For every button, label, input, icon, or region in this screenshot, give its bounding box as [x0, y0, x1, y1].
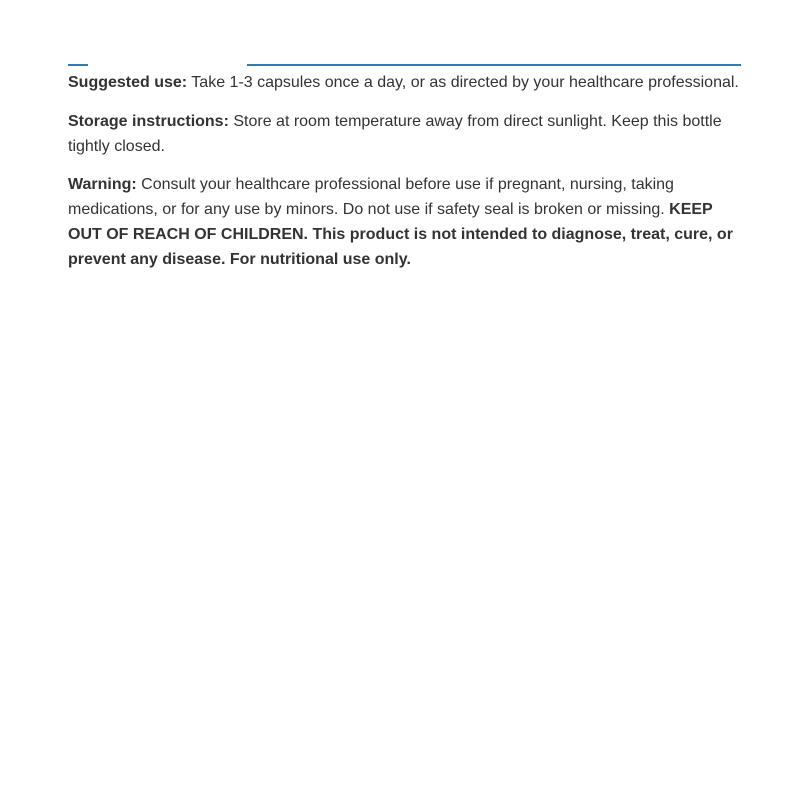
- border-segment-right: [247, 64, 741, 66]
- storage-instructions-paragraph: [68, 110, 740, 160]
- storage-instructions-label: Storage instructions:: [68, 112, 229, 130]
- table-bottom-border: [68, 64, 740, 66]
- warning-label: Warning:: [68, 176, 137, 194]
- warning-emphasis-text: KEEP OUT OF REACH OF CHILDREN. This product is not intended to diagnose, treat, cure, or prevent any disease. For nutritional use only.: [68, 201, 733, 268]
- product-usage-section: [68, 64, 740, 286]
- storage-instructions-text: Store at room temperature away from direct sunlight. Keep this bottle tightly closed.: [68, 112, 722, 155]
- warning-paragraph: [68, 173, 740, 272]
- suggested-use-paragraph: [68, 71, 740, 96]
- warning-text: Consult your healthcare professional before use if pregnant, nursing, taking medications, or for any use by minors. Do not use if safety seal is broken or missing.: [68, 176, 674, 218]
- border-segment-left: [68, 64, 88, 66]
- suggested-use-text: Take 1-3 capsules once a day, or as directed by your healthcare professional.: [187, 74, 739, 91]
- suggested-use-label: Suggested use:: [68, 74, 188, 91]
